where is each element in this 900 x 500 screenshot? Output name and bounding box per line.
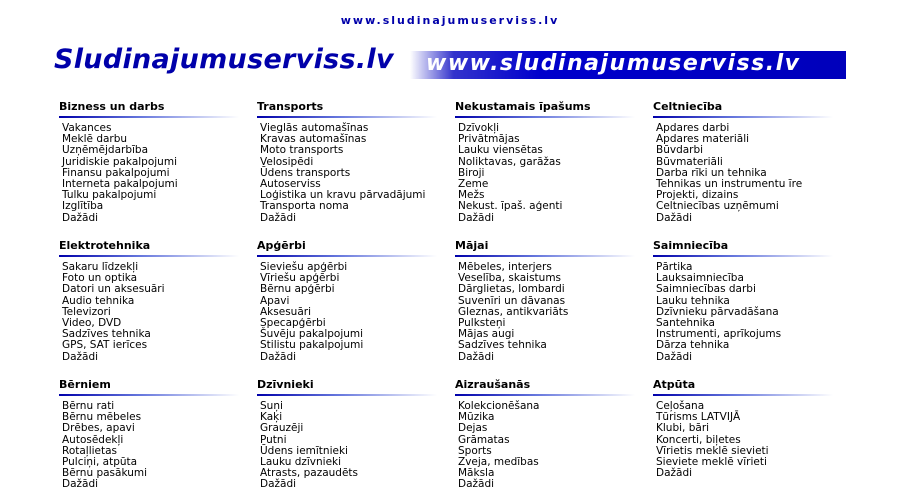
category-link[interactable]: Šuvēju pakalpojumi <box>260 328 364 341</box>
category-link[interactable]: Loģistika un kravu pārvadājumi <box>260 189 426 202</box>
category-link[interactable]: Bērnu mēbeles <box>62 411 142 424</box>
category-link[interactable]: Finansu pakalpojumi <box>62 166 170 179</box>
category-divider <box>59 255 239 257</box>
category-link[interactable]: Dažādi <box>656 350 693 363</box>
category-block <box>257 378 452 491</box>
category-link[interactable]: Tehnikas un instrumentu īre <box>656 178 803 191</box>
category-links <box>455 262 650 363</box>
category-title[interactable]: Aizraušanās <box>455 378 531 391</box>
category-title[interactable]: Elektrotehnika <box>59 239 151 252</box>
category-links <box>653 401 848 479</box>
category-link[interactable]: Sadzīves tehnika <box>62 328 151 341</box>
category-link[interactable]: Pārtika <box>656 261 693 273</box>
category-link[interactable]: Noliktavas, garāžas <box>458 155 561 168</box>
category-link[interactable]: Apdares darbi <box>656 122 730 134</box>
category-link[interactable]: Ūdens iemītnieki <box>260 444 348 457</box>
category-link[interactable]: Pulksteņi <box>458 317 506 330</box>
category-link[interactable]: Ceļošana <box>656 400 705 412</box>
list-item <box>656 468 848 479</box>
category-link[interactable]: Video, DVD <box>62 317 122 330</box>
category-link[interactable]: Dzīvokļi <box>458 122 500 134</box>
category-link[interactable]: Tulku pakalpojumi <box>62 189 157 202</box>
category-links <box>59 123 254 224</box>
category-link[interactable]: Būvdarbi <box>656 144 704 157</box>
category-link[interactable]: Vīriešu apģērbi <box>260 272 340 285</box>
category-link[interactable]: Māksla <box>458 467 495 480</box>
category-link[interactable]: Velosipēdi <box>260 155 314 168</box>
category-divider <box>257 394 437 396</box>
category-link[interactable]: Gleznas, antikvariāts <box>458 305 569 318</box>
category-link[interactable]: Koncerti, biļetes <box>656 433 741 446</box>
list-item <box>62 213 254 224</box>
category-link[interactable]: Autoserviss <box>260 178 321 191</box>
category-divider <box>257 116 437 118</box>
list-item <box>260 423 452 434</box>
category-title[interactable]: Dzīvnieki <box>257 378 314 391</box>
list-item <box>260 352 452 363</box>
category-block <box>653 100 848 224</box>
category-block <box>653 378 848 479</box>
category-link[interactable]: Dažādi <box>656 467 693 480</box>
category-link[interactable]: Mēbeles, interjers <box>458 261 552 273</box>
category-link[interactable]: Celtniecības uzņēmumi <box>656 200 779 213</box>
category-link[interactable]: Grauzēji <box>260 422 304 435</box>
category-link[interactable]: Dažādi <box>62 211 99 224</box>
category-link[interactable]: Ūdens transports <box>260 166 351 179</box>
category-link[interactable]: Dažādi <box>260 478 297 491</box>
category-link[interactable]: Audio tehnika <box>62 294 135 307</box>
category-link[interactable]: Moto transports <box>260 144 344 157</box>
category-link[interactable]: Mājas augi <box>458 328 515 341</box>
category-link[interactable]: Suņi <box>260 400 283 412</box>
category-title[interactable]: Transports <box>257 100 324 113</box>
category-link[interactable]: Meklē darbu <box>62 133 128 146</box>
category-link[interactable]: Rotaļlietas <box>62 444 118 457</box>
category-link[interactable]: Dzīvnieku pārvadāšana <box>656 305 779 318</box>
category-link[interactable]: Dažādi <box>62 478 99 491</box>
category-link[interactable]: Sakaru līdzekļi <box>62 261 139 273</box>
category-block <box>455 100 650 224</box>
category-link[interactable]: Juridiskie pakalpojumi <box>62 155 177 168</box>
category-link[interactable]: Bērnu rati <box>62 400 115 412</box>
category-link[interactable]: Sports <box>458 444 492 457</box>
category-link[interactable]: Dažādi <box>260 350 297 363</box>
category-link[interactable]: Bērnu pasākumi <box>62 467 148 480</box>
category-divider <box>653 116 833 118</box>
list-item <box>260 479 452 490</box>
category-link[interactable]: Kravas automašīnas <box>260 133 367 146</box>
category-link[interactable]: Aksesuāri <box>260 305 311 318</box>
category-link[interactable]: Santehnika <box>656 317 715 330</box>
category-link[interactable]: Kaķi <box>260 411 283 424</box>
list-item <box>656 352 848 363</box>
category-link[interactable]: Tūrisms LATVIJĀ <box>656 411 741 424</box>
category-link[interactable]: Putni <box>260 433 287 446</box>
category-link[interactable]: Mežs <box>458 189 485 202</box>
list-item <box>458 352 650 363</box>
category-block <box>257 100 452 224</box>
category-divider <box>455 394 635 396</box>
list-item <box>260 401 452 412</box>
category-link[interactable]: Lauku tehnika <box>656 294 730 307</box>
list-item <box>458 479 650 490</box>
category-title[interactable]: Bērniem <box>59 378 111 391</box>
category-links <box>653 262 848 363</box>
category-block <box>455 239 650 363</box>
category-link[interactable]: Specapģērbi <box>260 317 326 330</box>
category-link[interactable]: Grāmatas <box>458 433 510 446</box>
list-item <box>260 213 452 224</box>
category-link[interactable]: Stilistu pakalpojumi <box>260 339 364 352</box>
category-link[interactable]: Biroji <box>458 166 485 179</box>
category-link[interactable]: Interneta pakalpojumi <box>62 178 178 191</box>
category-link[interactable]: Sadzīves tehnika <box>458 339 547 352</box>
category-title[interactable]: Saimniecība <box>653 239 729 252</box>
category-link[interactable]: Dārglietas, lombardi <box>458 283 565 296</box>
category-link[interactable]: Datori un aksesuāri <box>62 283 165 296</box>
category-divider <box>59 116 239 118</box>
category-link[interactable]: Kolekcionēšana <box>458 400 540 412</box>
category-title[interactable]: Mājai <box>455 239 489 252</box>
category-link[interactable]: Dažādi <box>458 211 495 224</box>
category-block <box>257 239 452 363</box>
category-link[interactable]: Dārza tehnika <box>656 339 730 352</box>
category-link[interactable]: Saimniecības darbi <box>656 283 756 296</box>
category-divider <box>653 255 833 257</box>
category-links <box>455 401 650 491</box>
category-link[interactable]: Apavi <box>260 294 290 307</box>
category-link[interactable]: Televizori <box>62 305 111 318</box>
category-link[interactable]: GPS, SAT ierīces <box>62 339 148 352</box>
category-link[interactable]: Vakances <box>62 122 112 134</box>
category-link[interactable]: Sieviešu apģērbi <box>260 261 348 273</box>
category-link[interactable]: Dažādi <box>260 211 297 224</box>
category-link[interactable]: Dažādi <box>62 350 99 363</box>
category-link[interactable]: Bērnu apģērbi <box>260 283 335 296</box>
category-links <box>257 401 452 491</box>
category-divider <box>455 255 635 257</box>
category-link[interactable]: Sieviete meklē vīrieti <box>656 456 767 469</box>
category-link[interactable]: Nekust. īpaš. aģenti <box>458 200 563 213</box>
category-link[interactable]: Foto un optika <box>62 272 138 285</box>
category-link[interactable]: Uzņēmējdarbība <box>62 144 149 157</box>
site-logo[interactable]: Sludinajumuserviss.lv <box>54 44 394 75</box>
category-link[interactable]: Projekti, dizains <box>656 189 739 202</box>
category-link[interactable]: Vīrietis meklē sievieti <box>656 444 769 457</box>
category-link[interactable]: Izglītība <box>62 200 104 213</box>
list-item <box>458 213 650 224</box>
category-link[interactable]: Suvenīri un dāvanas <box>458 294 566 307</box>
category-divider <box>257 255 437 257</box>
category-title[interactable]: Bizness un darbs <box>59 100 165 113</box>
category-divider <box>455 116 635 118</box>
category-link[interactable]: Instrumenti, aprīkojums <box>656 328 782 341</box>
category-link[interactable]: Drēbes, apavi <box>62 422 135 435</box>
category-links <box>455 123 650 224</box>
category-title[interactable]: Atpūta <box>653 378 696 391</box>
category-link[interactable]: Dažādi <box>458 478 495 491</box>
category-links <box>257 123 452 224</box>
category-link[interactable]: Zeme <box>458 178 489 191</box>
category-links <box>59 401 254 491</box>
category-link[interactable]: Pulciņi, atpūta <box>62 456 138 469</box>
category-link[interactable]: Privātmājas <box>458 133 520 146</box>
category-title[interactable]: Nekustamais īpašums <box>455 100 591 113</box>
category-link[interactable]: Veselība, skaistums <box>458 272 562 285</box>
list-item <box>62 479 254 490</box>
category-title[interactable]: Apģērbi <box>257 239 306 252</box>
list-item <box>656 213 848 224</box>
top-site-link[interactable]: www.sludinajumuserviss.lv <box>340 14 560 27</box>
list-item <box>458 157 650 168</box>
category-link[interactable]: Mūzika <box>458 411 495 424</box>
category-link[interactable]: Dejas <box>458 422 488 435</box>
banner-text: www.sludinajumuserviss.lv <box>426 51 801 76</box>
category-title[interactable]: Celtniecība <box>653 100 723 113</box>
header-banner <box>410 51 846 79</box>
category-link[interactable]: Autosēdekļi <box>62 433 124 446</box>
category-link[interactable]: Lauksaimniecība <box>656 272 744 285</box>
list-item <box>458 179 650 190</box>
category-block <box>59 239 254 363</box>
category-link[interactable]: Klubi, bāri <box>656 422 710 435</box>
list-item <box>62 352 254 363</box>
category-block <box>653 239 848 363</box>
category-links <box>257 262 452 363</box>
category-link[interactable]: Lauku viensētas <box>458 144 543 157</box>
category-links <box>59 262 254 363</box>
category-link[interactable]: Atrasts, pazaudēts <box>260 467 359 480</box>
category-block <box>59 100 254 224</box>
category-block <box>455 378 650 491</box>
category-link[interactable]: Darba rīki un tehnika <box>656 166 767 179</box>
category-link[interactable]: Dažādi <box>458 350 495 363</box>
category-link[interactable]: Vieglās automašīnas <box>260 122 369 134</box>
category-link[interactable]: Būvmateriāli <box>656 155 723 168</box>
category-link[interactable]: Dažādi <box>656 211 693 224</box>
category-divider <box>653 394 833 396</box>
category-block <box>59 378 254 491</box>
category-link[interactable]: Zveja, medības <box>458 456 539 469</box>
category-link[interactable]: Apdares materiāli <box>656 133 750 146</box>
category-divider <box>59 394 239 396</box>
category-link[interactable]: Transporta noma <box>260 200 349 213</box>
category-links <box>653 123 848 224</box>
category-link[interactable]: Lauku dzīvnieki <box>260 456 342 469</box>
